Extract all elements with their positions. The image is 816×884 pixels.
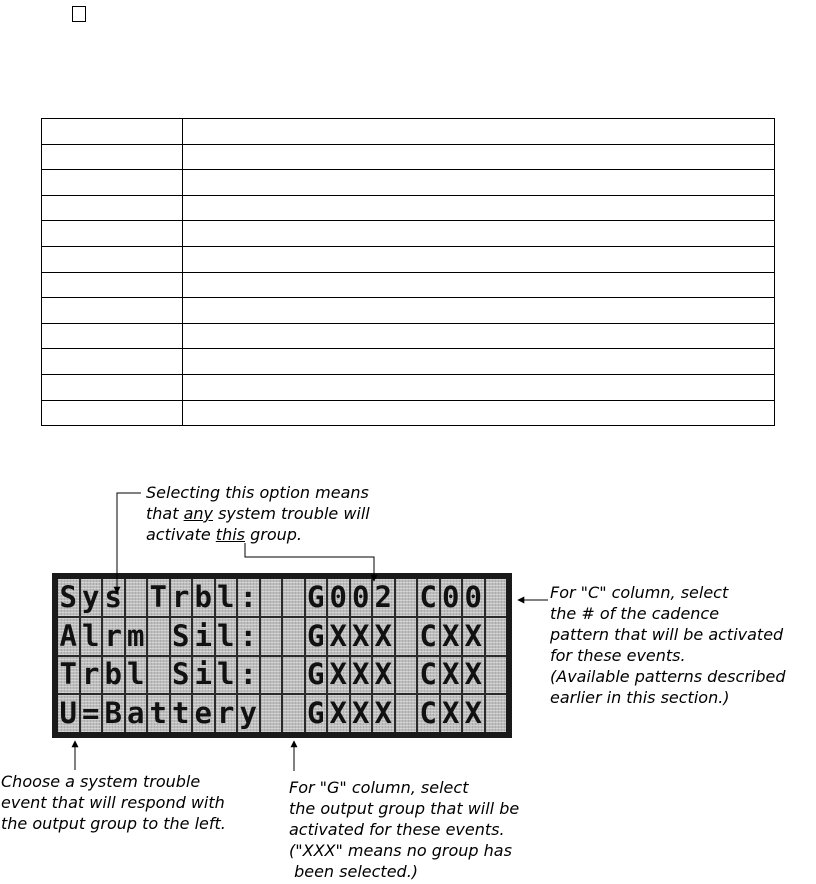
lcd-char-cell: G (307, 618, 325, 653)
lcd-char-cell: r (217, 696, 235, 731)
lcd-char-cell: t (172, 696, 190, 731)
callout-right-line: For "C" column, select (550, 583, 729, 602)
lcd-char-cell: r (104, 618, 122, 653)
callout-bottom-mid-line: the output group that will be (289, 799, 520, 818)
lcd-char-cell: G (307, 696, 325, 731)
lcd-char-cell: b (104, 657, 122, 692)
lcd-char-cell: G (307, 579, 325, 614)
lcd-char-cell: U (59, 696, 77, 731)
lcd-char-cell: 0 (442, 579, 460, 614)
lcd-char-cell: t (149, 696, 167, 731)
lcd-char-cell: X (374, 618, 392, 653)
callout-right-line: (Available patterns described (550, 667, 786, 686)
callout-top-line-2: that any system trouble will (146, 504, 370, 523)
bracket-to-g002 (245, 543, 374, 581)
lcd-char-cell: r (172, 579, 190, 614)
lcd-char-cell: e (194, 696, 212, 731)
lcd-char-cell: G (307, 657, 325, 692)
lcd-char-cell: r (82, 657, 100, 692)
lcd-char-cell: : (239, 579, 257, 614)
lcd-char-cell: 0 (464, 579, 482, 614)
lcd-char-cell: S (172, 657, 190, 692)
callout-bottom-left-line: the output group to the left. (1, 814, 226, 833)
lcd-char-cell: X (352, 696, 370, 731)
lcd-char-cell: T (59, 657, 77, 692)
lcd-char-cell: : (239, 657, 257, 692)
lcd-char-cell: X (352, 657, 370, 692)
lcd-char-cell: C (419, 579, 437, 614)
lcd-char-cell: a (127, 696, 145, 731)
callout-bottom-left-line: event that will respond with (1, 793, 225, 812)
callout-top-line-1: Selecting this option means (146, 483, 369, 502)
lcd-char-cell: X (464, 618, 482, 653)
lcd-char-cell: l (127, 657, 145, 692)
lcd-char-cell: X (464, 696, 482, 731)
callout-right-line: the # of the cadence (550, 604, 720, 623)
lcd-char-cell: 0 (352, 579, 370, 614)
lcd-char-cell: T (149, 579, 167, 614)
lcd-char-cell: C (419, 657, 437, 692)
lcd-char-cell: X (329, 696, 347, 731)
lcd-char-cell: y (82, 579, 100, 614)
lcd-char-cell: X (352, 618, 370, 653)
lcd-char-cell: m (127, 618, 145, 653)
lcd-char-cell: = (82, 696, 100, 731)
lcd-char-cell: X (464, 657, 482, 692)
lcd-char-cell: A (59, 618, 77, 653)
lcd-char-cell: 2 (374, 579, 392, 614)
lcd-char-cell: S (172, 618, 190, 653)
lcd-char-cell: C (419, 696, 437, 731)
lcd-char-cell: i (194, 618, 212, 653)
lcd-char-cell: X (442, 696, 460, 731)
callout-bottom-left-line: Choose a system trouble (1, 772, 201, 791)
callout-bottom-mid-line: ("XXX" means no group has (289, 841, 512, 860)
lcd-char-cell: l (217, 618, 235, 653)
lcd-char-cell: X (374, 657, 392, 692)
lcd-char-cell: y (239, 696, 257, 731)
lcd-char-cell: l (82, 618, 100, 653)
lcd-char-cell: X (374, 696, 392, 731)
lcd-char-cell: X (329, 618, 347, 653)
lcd-char-cell: X (442, 657, 460, 692)
lcd-char-cell: X (329, 657, 347, 692)
lcd-char-cell: : (239, 618, 257, 653)
lcd-char-cell: s (104, 579, 122, 614)
arrow-to-sys-trbl (117, 493, 141, 593)
lcd-char-cell: C (419, 618, 437, 653)
lcd-char-cell: i (194, 657, 212, 692)
callout-bottom-mid-line: activated for these events. (289, 820, 505, 839)
lcd-char-cell: B (104, 696, 122, 731)
lcd-char-cell: S (59, 579, 77, 614)
lcd-char-cell: X (442, 618, 460, 653)
lcd-char-cell: l (217, 579, 235, 614)
lcd-char-cell: l (217, 657, 235, 692)
lcd-char-cell: b (194, 579, 212, 614)
callout-right-line: for these events. (550, 646, 686, 665)
callout-right-line: pattern that will be activated (550, 625, 784, 644)
callout-bottom-mid-line: been selected.) (289, 862, 419, 881)
lcd-char-cell: 0 (329, 579, 347, 614)
callout-top-line-3: activate this group. (146, 525, 302, 544)
callout-bottom-mid-line: For "G" column, select (289, 778, 469, 797)
callout-right-line: earlier in this section.) (550, 688, 730, 707)
